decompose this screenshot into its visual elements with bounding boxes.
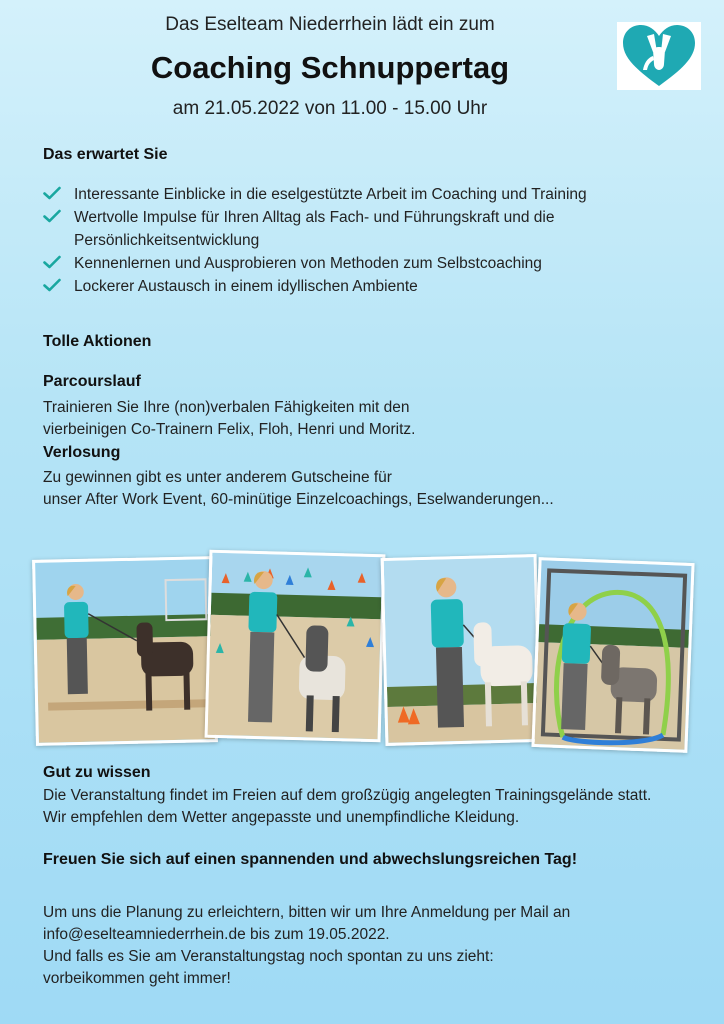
- intro-text: Das Eselteam Niederrhein lädt ein zum: [165, 14, 495, 35]
- check-icon: [43, 209, 61, 223]
- actions-heading: Tolle Aktionen: [43, 333, 152, 350]
- donkey-heart-logo: [617, 22, 701, 90]
- check-icon: [43, 278, 61, 292]
- lottery-line-2: unser After Work Event, 60-minütige Einzelcoachings, Eselwanderungen...: [43, 491, 554, 508]
- photo-donkey-4: [531, 557, 694, 753]
- page-title: Coaching Schnuppertag: [150, 50, 510, 85]
- expect-heading: Das erwartet Sie: [43, 146, 168, 163]
- list-item: Wertvolle Impulse für Ihren Alltag als Fach- und Führungskraft und die Persönlichkeitsentwicklung: [43, 206, 663, 252]
- expect-list: [43, 183, 663, 298]
- registration-line-1: Um uns die Planung zu erleichtern, bitten wir um Ihre Anmeldung per Mail an: [43, 904, 571, 921]
- check-icon: [43, 255, 61, 269]
- list-item: Lockerer Austausch in einem idyllischen Ambiente: [43, 275, 663, 298]
- list-item: Interessante Einblicke in die eselgestützte Arbeit im Coaching und Training: [43, 183, 663, 206]
- list-item: Kennenlernen und Ausprobieren von Methoden zum Selbstcoaching: [43, 252, 663, 275]
- photo-collage: [30, 548, 698, 754]
- parcours-line-1: Trainieren Sie Ihre (non)verbalen Fähigkeiten mit den: [43, 399, 410, 416]
- check-icon: [43, 186, 61, 200]
- parcours-line-2: vierbeinigen Co-Trainern Felix, Floh, Henri und Moritz.: [43, 421, 416, 438]
- registration-email-line: info@eselteamniederrhein.de bis zum 19.05.2022.: [43, 926, 390, 943]
- lottery-heading: Verlosung: [43, 444, 121, 461]
- photo-donkey-3: [381, 554, 542, 746]
- good-to-know-line-1: Die Veranstaltung findet im Freien auf dem großzügig angelegten Trainingsgelände statt.: [43, 787, 652, 804]
- lottery-line-1: Zu gewinnen gibt es unter anderem Gutscheine für: [43, 469, 392, 486]
- registration-line-3: Und falls es Sie am Veranstaltungstag noch spontan zu uns zieht:: [43, 948, 494, 965]
- event-date: am 21.05.2022 von 11.00 - 15.00 Uhr: [172, 98, 488, 119]
- photo-donkey-2: [205, 550, 386, 743]
- good-to-know-heading: Gut zu wissen: [43, 764, 151, 781]
- highlight-text: Freuen Sie sich auf einen spannenden und abwechslungsreichen Tag!: [43, 851, 578, 868]
- registration-line-4: vorbeikommen geht immer!: [43, 970, 231, 987]
- good-to-know-line-2: Wir empfehlen dem Wetter angepasste und unempfindliche Kleidung.: [43, 809, 520, 826]
- parcours-heading: Parcourslauf: [43, 373, 141, 390]
- photo-donkey-1: [32, 556, 218, 746]
